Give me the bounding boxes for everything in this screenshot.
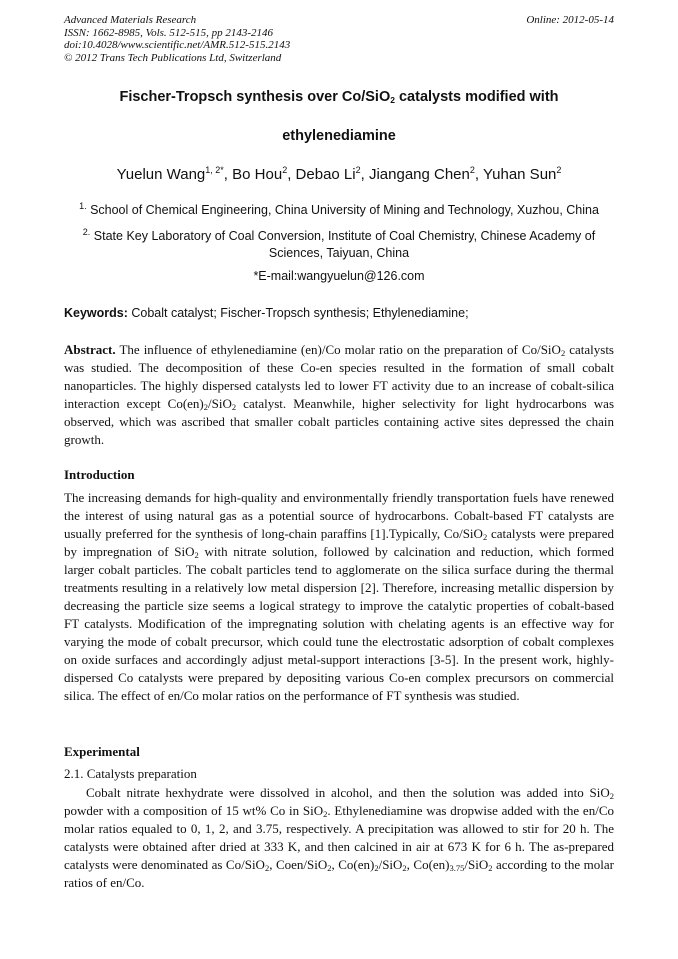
affiliation-text: State Key Laboratory of Coal Conversion, Institute of Coal Chemistry, Chinese Academy of Sciences, Taiyuan, China: [93, 229, 596, 260]
doi-line: doi:10.4028/www.scientific.net/AMR.512-515.2143: [64, 39, 291, 51]
subscript: 2: [194, 550, 199, 560]
issn-line: ISSN: 1662-8985, Vols. 512-515, pp 2143-2146: [64, 26, 273, 39]
author-sep: ,: [360, 166, 369, 183]
keywords-text: Cobalt catalyst; Fischer-Tropsch synthesis; Ethylenediamine;: [127, 306, 469, 320]
author-list: [64, 166, 614, 183]
subscript: 2: [374, 863, 379, 873]
intro-text: The increasing demands for high-quality and environmentally friendly transportation fuels have renewed the interest of using natural gas as a potential source of hydrocarbons. Cobalt-based FT catalysts are usually preferred for the synthesis of long-chain paraffins [1].Typically, Co/SiO: [64, 490, 614, 541]
exp-text: , Co(en): [331, 857, 375, 872]
catalysts-preparation-subheading: 2.1. Catalysts preparation: [64, 766, 197, 781]
affiliation-2: [64, 228, 614, 262]
exp-text: /SiO: [464, 857, 489, 872]
copyright-line: © 2012 Trans Tech Publications Ltd, Switzerland: [64, 51, 282, 64]
journal-header: [64, 14, 290, 64]
subscript: 2: [231, 402, 237, 412]
exp-text: Cobalt nitrate hexhydrate were dissolved in alcohol, and then the solution was added into SiO: [86, 785, 610, 800]
exp-text: . Ethylenediamine was dropwise added with the en/Co molar ratios equaled to 0, 1, 2, and 3.75, respectively. A precipitation was allowed to stir for 20 h. The catalysts were obtained after dried at 333 K, and then calcined in air at 673 K for 6 h. The as-prepared catalysts were denominated as Co/SiO: [64, 803, 614, 872]
abstract-text: /SiO: [208, 396, 232, 411]
subscript: 2: [402, 863, 407, 873]
author-affil-mark: 1, 2*: [205, 165, 224, 175]
introduction-paragraph: [64, 489, 614, 705]
exp-text: powder with a composition of 15 wt% Co in SiO: [64, 803, 324, 818]
subscript: 2: [609, 791, 614, 801]
affiliation-mark: 1.: [79, 200, 87, 211]
author-name: Yuelun Wang: [116, 166, 206, 183]
subscript: 2: [560, 348, 566, 358]
abstract-paragraph: [64, 341, 614, 449]
abstract-text: catalyst. Meanwhile, higher selectivity for light hydrocarbons was observed, which was ascribed that smaller cobalt particles containing active sites depressed the chain growth.: [64, 396, 615, 447]
author-name: Yuhan Sun: [482, 166, 557, 183]
affiliation-1: [64, 202, 614, 219]
subscript: 2: [323, 809, 328, 819]
author-affil-mark: 2: [282, 165, 288, 175]
author-affil-mark: 2: [556, 165, 562, 175]
subscript: 2: [488, 863, 493, 873]
title-text: Fischer-Tropsch synthesis over Co/SiO: [119, 89, 391, 105]
subscript: 2: [327, 863, 332, 873]
abstract-label: Abstract.: [64, 342, 116, 357]
author-affil-mark: 2: [469, 165, 475, 175]
author: [369, 166, 483, 183]
author-affil-mark: 2: [355, 165, 361, 175]
subscript: 2: [264, 863, 270, 873]
author: [232, 166, 295, 183]
keywords-label: Keywords:: [64, 306, 128, 320]
author-name: Bo Hou: [232, 166, 283, 183]
subscript: 2: [482, 532, 488, 542]
abstract-text: The influence of ethylenediamine (en)/Co molar ratio on the preparation of Co/SiO: [115, 342, 561, 357]
subscript: 3.75: [449, 863, 465, 873]
author-sep: ,: [287, 166, 296, 183]
author: [483, 166, 561, 183]
affiliation-mark: 2.: [82, 226, 91, 237]
author: [296, 166, 369, 183]
journal-name: Advanced Materials Research: [64, 14, 197, 26]
exp-text: , Co(en): [406, 857, 450, 872]
exp-text: according to the molar ratios of en/Co.: [64, 857, 614, 890]
title-subscript: 2: [390, 95, 395, 105]
experimental-heading: Experimental: [64, 744, 140, 759]
introduction-heading: Introduction: [64, 467, 135, 482]
intro-text: catalysts were prepared by impregnation of SiO: [64, 526, 614, 559]
keywords: [64, 306, 614, 320]
paper-title-line2: ethylenediamine: [282, 128, 396, 144]
title-text-suffix: catalysts modified with: [394, 89, 559, 105]
intro-text: with nitrate solution, followed by calcination and reduction, which formed larger cobalt particles. The cobalt particles tend to agglomerate on the silica surface during the thermal treatments resulting in a relatively low metal dispersion [2]. Therefore, increasing metallic dispersion by decreasing the particle size seems a logical strategy to improve the catalytic properties of cobalt-based FT catalysts. Modification of the impregnating solution with chelating agents is an effective way for varying the mode of cobalt precursor, which could tune the electrostatic adsorption of cobalt complexes on oxide surfaces and accordingly adjust metal-support interactions [3-5]. In the present work, highly-dispersed Co catalysts were prepared by depositing various Co-en complex precursors on commercial silica. The effect of en/Co molar ratios on the performance of FT synthesis was studied.: [64, 544, 614, 703]
subscript: 2: [203, 402, 209, 412]
paper-title-line1: [64, 89, 614, 105]
exp-text: , Coen/SiO: [269, 857, 328, 872]
author-sep: ,: [474, 166, 483, 183]
exp-text: /SiO: [378, 857, 403, 872]
author-name: Debao Li: [295, 166, 356, 183]
online-date: Online: 2012-05-14: [526, 14, 614, 26]
affiliation-text: School of Chemical Engineering, China University of Mining and Technology, Xuzhou, China: [90, 203, 599, 217]
author: [117, 166, 233, 183]
author-name: Jiangang Chen: [368, 166, 470, 183]
corresponding-email: *E-mail:wangyuelun@126.com: [253, 269, 425, 283]
experimental-paragraph: [64, 784, 614, 892]
abstract-text: catalysts was studied. The decomposition of these Co-en species resulted in the formation of small cobalt nanoparticles. The highly dispersed catalysts led to lower FT activity due to an increase of cobalt-silica interaction except Co(en): [64, 342, 614, 411]
author-sep: ,: [223, 166, 233, 183]
